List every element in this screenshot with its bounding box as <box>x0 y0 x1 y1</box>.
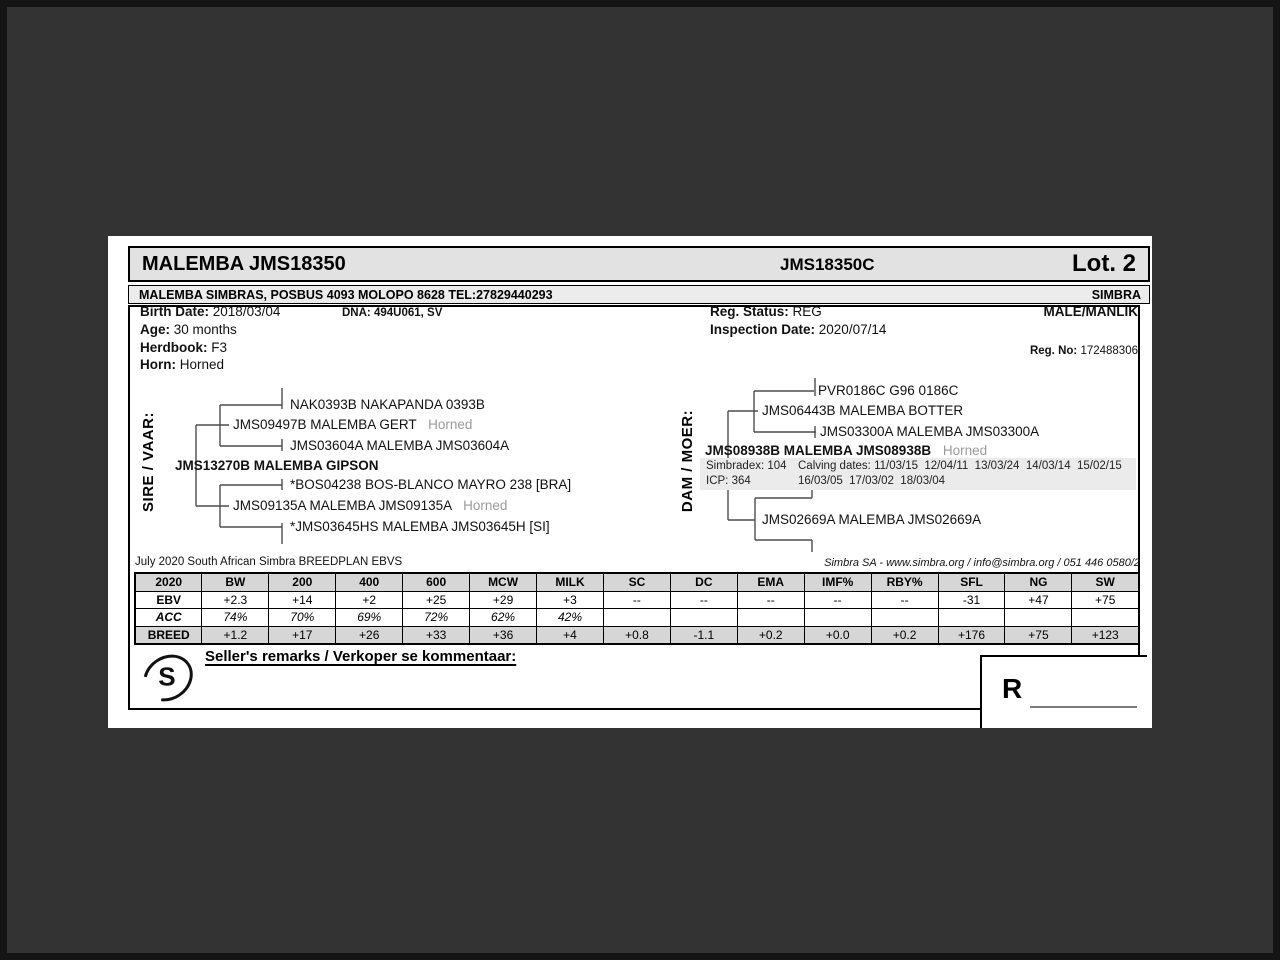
catalog-page <box>108 236 1152 728</box>
dam-stats-box <box>700 458 1136 490</box>
ebv-row-breed <box>135 626 1139 644</box>
ebv-cell: +47 <box>1005 591 1072 609</box>
ebv-col-header: EMA <box>737 573 804 591</box>
price-box <box>980 655 1147 728</box>
dna-value: 494U061, SV <box>373 307 443 319</box>
ebv-cell: -- <box>670 591 737 609</box>
ebv-row-label: EBV <box>135 591 202 609</box>
dam-stats-labels <box>706 459 787 489</box>
calving-line-2: 16/03/05 17/03/02 18/03/04 <box>798 475 946 487</box>
inspection-date-value: 2020/07/14 <box>818 322 887 337</box>
reg-no-label: Reg. No: <box>1029 345 1078 357</box>
currency-symbol: R <box>1002 673 1023 704</box>
ebv-cell <box>603 609 670 627</box>
reg-status-label: Reg. Status: <box>710 304 789 319</box>
icp-stat: ICP: 364 <box>706 475 751 487</box>
ebv-row-label: BREED <box>135 626 202 644</box>
ebv-cell <box>871 609 938 627</box>
ebv-cell: +4 <box>537 626 604 644</box>
ebv-cell: -- <box>871 591 938 609</box>
sire-dam-name: JMS09135A MALEMBA JMS09135A <box>233 498 452 513</box>
ebv-col-header: 400 <box>336 573 403 591</box>
ebv-cell: -- <box>603 591 670 609</box>
dam-granddam: JMS03300A MALEMBA JMS03300A <box>820 424 1040 439</box>
ebv-col-header: 600 <box>403 573 470 591</box>
ebv-cell <box>804 609 871 627</box>
ebv-cell: -- <box>737 591 804 609</box>
ebv-cell: +1.2 <box>202 626 269 644</box>
ebv-cell: 72% <box>403 609 470 627</box>
sire-grandsire: NAK0393B NAKAPANDA 0393B <box>290 397 485 412</box>
sire-sire-horn-tag: Horned <box>428 417 473 432</box>
reg-status-value: REG <box>792 304 822 319</box>
ebv-cell <box>1005 609 1072 627</box>
ebv-cell <box>938 609 1005 627</box>
ebv-cell: +29 <box>470 591 537 609</box>
ebv-col-header: 200 <box>269 573 336 591</box>
ebv-caption: July 2020 South African Simbra BREEDPLAN EBVS <box>135 556 403 568</box>
ebv-col-header: SFL <box>938 573 1005 591</box>
ebv-cell: +2.3 <box>202 591 269 609</box>
ebv-cell: -1.1 <box>670 626 737 644</box>
animal-name: MALEMBA JMS18350 <box>142 253 346 275</box>
ebv-cell: +75 <box>1005 626 1072 644</box>
ebv-cell: 70% <box>269 609 336 627</box>
herdbook-row <box>140 339 227 357</box>
calving-dates <box>798 459 1122 489</box>
reg-status-row <box>710 303 822 321</box>
sire-granddam: JMS03604A MALEMBA JMS03604A <box>290 438 510 453</box>
title-bar <box>128 246 1150 282</box>
ebv-cell: +2 <box>336 591 403 609</box>
breeder-bar <box>128 285 1150 304</box>
breeder-contact: MALEMBA SIMBRAS, POSBUS 4093 MOLOPO 8628 TEL:27829440293 <box>139 288 553 302</box>
sire-dam-horn-tag: Horned <box>463 498 508 513</box>
ebv-cell: +0.2 <box>737 626 804 644</box>
ebv-cell: +0.0 <box>804 626 871 644</box>
price-blank-line <box>1030 706 1137 708</box>
ebv-col-header: BW <box>202 573 269 591</box>
ebv-cell: +36 <box>470 626 537 644</box>
dna-label: DNA: <box>342 307 371 319</box>
inspection-row <box>710 321 886 339</box>
herdbook-value: F3 <box>211 340 228 355</box>
simbradex-stat: Simbradex: 104 <box>706 460 787 472</box>
ebv-cell: 74% <box>202 609 269 627</box>
calving-line-1: Calving dates: 11/03/15 12/04/11 13/03/24 14/03/14 15/02/15 <box>798 460 1122 472</box>
age-row <box>140 321 237 339</box>
sire-axis-label: SIRE / VAAR: <box>140 412 157 512</box>
age-label: Age: <box>140 322 170 337</box>
birth-date-value: 2018/03/04 <box>212 304 281 319</box>
sex-value: MALE/MANLIK <box>1043 304 1138 319</box>
ebv-cell: -- <box>804 591 871 609</box>
reg-no-row <box>1030 342 1138 360</box>
ebv-table <box>134 572 1140 645</box>
ebv-col-header: MILK <box>537 573 604 591</box>
reg-no-value: 172488306 <box>1080 345 1138 357</box>
ebv-header-row <box>135 573 1139 591</box>
birth-date-row <box>140 303 280 321</box>
horn-value: Horned <box>179 357 225 372</box>
dna-row <box>342 304 442 322</box>
breed-society: SIMBRA <box>1091 288 1141 302</box>
age-value: 30 months <box>173 322 237 337</box>
sire-sire <box>233 416 472 434</box>
ebv-cell: +25 <box>403 591 470 609</box>
animal-code: JMS18350C <box>780 255 875 274</box>
ebv-cell: +176 <box>938 626 1005 644</box>
ebv-cell: 42% <box>537 609 604 627</box>
ebv-cell <box>737 609 804 627</box>
ebv-col-header: 2020 <box>135 573 202 591</box>
ebv-cell: +26 <box>336 626 403 644</box>
ebv-col-header: NG <box>1005 573 1072 591</box>
ebv-cell: +123 <box>1072 626 1139 644</box>
ebv-cell: +0.8 <box>603 626 670 644</box>
ebv-cell: +33 <box>403 626 470 644</box>
dam-horn-tag: Horned <box>942 443 988 458</box>
ebv-cell: +75 <box>1072 591 1139 609</box>
sire-dam-dam: *JMS03645HS MALEMBA JMS03645H [SI] <box>290 519 550 534</box>
ebv-cell: -31 <box>938 591 1005 609</box>
ebv-row-ebv <box>135 591 1139 609</box>
herdbook-label: Herdbook: <box>140 340 208 355</box>
dam-grandsire: PVR0186C G96 0186C <box>818 383 959 398</box>
ebv-cell: +17 <box>269 626 336 644</box>
ebv-cell <box>1072 609 1139 627</box>
inspection-date-label: Inspection Date: <box>710 322 816 337</box>
sire-dam <box>233 497 507 515</box>
birth-date-label: Birth Date: <box>140 304 210 319</box>
ebv-row-label: ACC <box>135 609 202 627</box>
ebv-col-header: RBY% <box>871 573 938 591</box>
ebv-cell: 62% <box>470 609 537 627</box>
sire-sire-name: JMS09497B MALEMBA GERT <box>233 417 417 432</box>
society-contact: Simbra SA - www.simbra.org / info@simbra.org / 051 446 0580/2 <box>824 557 1140 569</box>
ebv-cell: +0.2 <box>871 626 938 644</box>
ebv-cell <box>670 609 737 627</box>
sire-name: JMS13270B MALEMBA GIPSON <box>175 458 379 473</box>
ebv-col-header: IMF% <box>804 573 871 591</box>
horn-row <box>140 356 224 374</box>
seller-remarks-label: Seller's remarks / Verkoper se kommentaar: <box>205 648 517 665</box>
ebv-cell: +14 <box>269 591 336 609</box>
ebv-cell: 69% <box>336 609 403 627</box>
ebv-cell: +3 <box>537 591 604 609</box>
dam-name: JMS08938B MALEMBA JMS08938B <box>705 443 932 458</box>
ebv-col-header: MCW <box>470 573 537 591</box>
dam-axis-label: DAM / MOER: <box>679 409 696 513</box>
horn-label: Horn: <box>140 357 176 372</box>
ebv-col-header: SC <box>603 573 670 591</box>
sire-dam-sire: *BOS04238 BOS-BLANCO MAYRO 238 [BRA] <box>290 477 572 492</box>
dam-sire: JMS06443B MALEMBA BOTTER <box>762 403 964 418</box>
brand-letter: S <box>158 661 176 692</box>
ebv-row-acc <box>135 609 1139 627</box>
lot-number: Lot. 2 <box>1072 250 1136 277</box>
dam-dam: JMS02669A MALEMBA JMS02669A <box>762 512 982 527</box>
ebv-col-header: DC <box>670 573 737 591</box>
ebv-col-header: SW <box>1072 573 1139 591</box>
